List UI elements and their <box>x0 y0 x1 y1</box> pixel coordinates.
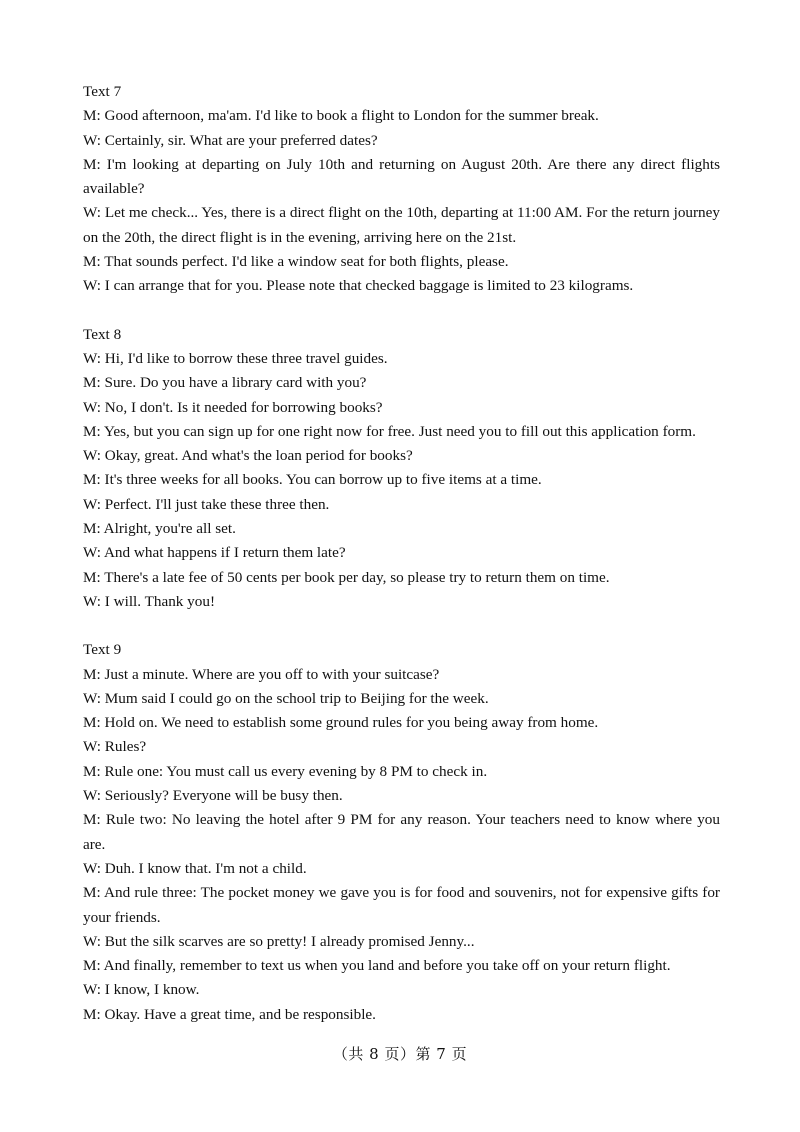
dialogue-line: W: I know, I know. <box>83 981 200 999</box>
dialogue-line: W: Hi, I'd like to borrow these three travel guides. <box>83 349 388 367</box>
dialogue-line: M: I'm looking at departing on July 10th and returning on August 20th. Are there any direct flights available? <box>83 155 720 198</box>
dialogue-line: W: But the silk scarves are so pretty! I already promised Jenny... <box>83 932 475 950</box>
dialogue-line: M: Hold on. We need to establish some ground rules for you being away from home. <box>83 714 599 732</box>
page-number-footer: （共 8 页）第 7 页 <box>332 1045 468 1063</box>
dialogue-line: W: Certainly, sir. What are your preferred dates? <box>83 131 378 149</box>
dialogue-line: M: Rule two: No leaving the hotel after 9 PM for any reason. Your teachers need to know where you are. <box>83 811 720 853</box>
dialogue-line: M: And finally, remember to text us when you land and before you take off on your return flight. <box>83 957 671 975</box>
dialogue-line: M: Good afternoon, ma'am. I'd like to book a flight to London for the summer break. <box>83 107 599 125</box>
dialogue-line: W: Duh. I know that. I'm not a child. <box>83 859 307 877</box>
section-heading: Text 7 <box>83 83 122 100</box>
dialogue-line: W: No, I don't. Is it needed for borrowing books? <box>83 398 383 416</box>
section-heading: Text 8 <box>83 325 122 343</box>
dialogue-line: M: Just a minute. Where are you off to with your suitcase? <box>83 665 440 683</box>
document-body <box>83 80 720 1027</box>
dialogue-line: W: Okay, great. And what's the loan period for books? <box>83 447 413 465</box>
dialogue-line: W: Perfect. I'll just take these three then. <box>83 495 330 513</box>
dialogue-line: W: And what happens if I return them late? <box>83 544 346 562</box>
dialogue-line: W: Let me check... Yes, there is a direct flight on the 10th, departing at 11:00 AM. For the return journey on the 20th, the direct flight is in the evening, arriving here on the 21st. <box>83 204 720 246</box>
dialogue-line: M: Yes, but you can sign up for one right now for free. Just need you to fill out this application form. <box>83 422 696 440</box>
dialogue-line: W: Seriously? Everyone will be busy then. <box>83 787 343 805</box>
dialogue-line: M: There's a late fee of 50 cents per book per day, so please try to return them on time. <box>83 568 610 586</box>
section-text-7 <box>83 80 720 299</box>
dialogue-line: M: Okay. Have a great time, and be responsible. <box>83 1005 376 1023</box>
dialogue-line: W: Mum said I could go on the school trip to Beijing for the week. <box>83 689 489 707</box>
dialogue-line: M: Alright, you're all set. <box>83 520 236 538</box>
dialogue-line: W: I will. Thank you! <box>83 592 216 610</box>
dialogue-line: M: Sure. Do you have a library card with you? <box>83 374 367 392</box>
dialogue-line: M: It's three weeks for all books. You can borrow up to five items at a time. <box>83 471 542 489</box>
section-text-8 <box>83 323 720 615</box>
dialogue-line: W: I can arrange that for you. Please note that checked baggage is limited to 23 kilograms. <box>83 277 634 295</box>
dialogue-line: M: That sounds perfect. I'd like a window seat for both flights, please. <box>83 253 509 271</box>
section-heading: Text 9 <box>83 641 122 659</box>
dialogue-line: M: And rule three: The pocket money we gave you is for food and souvenirs, not for expensive gifts for your friends. <box>83 884 720 926</box>
dialogue-line: M: Rule one: You must call us every evening by 8 PM to check in. <box>83 762 488 780</box>
section-text-9 <box>83 638 720 1027</box>
dialogue-line: W: Rules? <box>83 738 147 756</box>
